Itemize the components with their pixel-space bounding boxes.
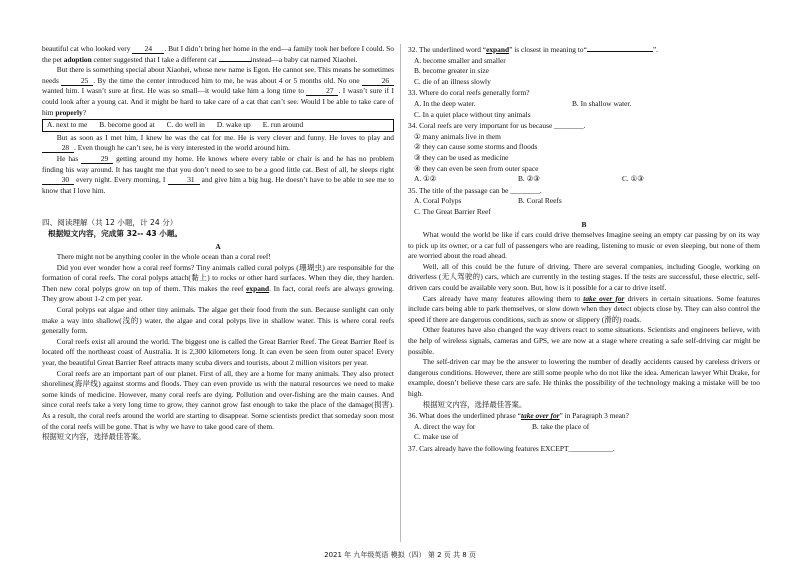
passage-b-para-3: Cars already have many features allowing them to take over for drivers in certain situations. Some features include cars being able to park themselves, or slow down when they detect objects close by. They can also control the speed if there are dangerous conditions, such as snow or slippery (滑的) roads. [408,293,760,324]
cloze-option-e: E. run around [262,120,304,130]
q33-option-a: A. In the deep water. [414,98,476,108]
passage-a-para-4: Coral reefs exist all around the world. The biggest one is called the Great Barrier Reef. The Great Barrier Reef is located off the northeast coast of Australia. It is 2,300 kilometers long. It can even be seen from outer space! Every year, the beautiful Great Barrier Reef attracts many scuba divers and tourists, about 2 million visitors per year. [42,336,394,368]
passage-a-para-2: Did you ever wonder how a coral reef forms? Tiny animals called coral polyps (珊瑚虫) are responsible for the formation of coral reefs. The coral polyps attach(黏上) to rocks or other hard surfaces. When they die, they harden. Then new coral polyps grow on top of them. This makes the reef expand. In fact, coral reefs are always growing. They grow about 1-2 cm per year. [42,262,395,304]
column-divider [400,44,401,542]
section-heading [42,218,394,239]
passage-b-label: B [581,219,587,229]
q36-option-a: A. direct the way for [414,421,476,431]
q35-option-c: C. The Great Barrier Reef [414,206,491,216]
q35-option-a: A. Coral Polyps [414,196,462,206]
cloze-options-box [42,119,394,132]
passage-b-para-5: The self-driven car may be the answer to lowering the number of deadly accidents caused by careless drivers or dangerous conditions. However, there are still some people who do not like the idea. American lawyer Whit Drake, for example, doesn’t believe these cars are safe. He thinks the possibility of the technology making a mistake will be too high. [408,357,760,398]
q34-option-a: A. ①② [414,174,437,184]
cloze-option-d: D. wake up [216,120,251,130]
passage-b-para-4: Other features have also changed the way drivers react to some situations. Scientists and engineers believe, with the help of wireless signals, cameras and GPS, we are now at a stage where creating a safe self-driving car might be possible. [408,325,760,356]
q34-option-c: C. ①③ [622,174,644,184]
cloze-paragraph-1: beautiful cat who looked very 24 . But I didn’t bring her home in the end—a family took her before I could. So the pet adoption center suggested that I take a different cat instead—a baby cat named Xiaohei. [42,44,394,64]
blank-28: 28 [42,143,74,153]
passage-a-para-3: Coral polyps eat algae and other tiny animals. The algae get their food from the sun. Because sunlight can only make a way into shallow(浅的) water, the algae and coral polyps live in shallow water. This is where coral reefs generally form. [42,305,394,336]
question-37: 37. Cars already have the following features EXCEPT____________. [408,443,615,453]
cloze-paragraph-3: But as soon as I met him, I knew he was the cat for me. He is very clever and funny. He loves to play and 28 . Even though he can’t see, he is very interested in the world around him. [42,133,394,154]
q33-option-c: C. In a quiet place without tiny animals [414,109,531,119]
blank-24: 24 [132,44,164,54]
passage-a-para-5: Coral reefs are an important part of our planet. First of all, they are a home for many animals. They also protect shorelines(海岸线) against storms and floods. They can even provide us with the natural resources we need to make some kinds of medicine. However, many coral reefs are dying. Pollution and over-fishing are the main causes. And since coral reefs take a very long time to grow, they cannot grow fast enough to take the place of the damage(损害). As a result, the coral reefs around the world are starting to disappear. Some scientists predict that someday soon most of the coral reefs will be gone. That is why we have to take good care of them. [42,368,394,431]
left-column [42,44,394,443]
question-34: 34. Coral reefs are very important for us because ________. [408,121,586,131]
q32-option-b: B. become greater in size [414,66,489,76]
blank-30: 30 [42,175,74,185]
question-35: 35. The title of the passage can be ________. [408,185,542,195]
take-over-for-phrase: take over for [583,293,625,303]
blank-31: 31 [168,175,200,185]
q36-option-b: B. take the place of [532,421,590,431]
q34-options [408,174,760,185]
passage-a-label: A [215,241,221,251]
section-instruction: 根据短文内容，完成第 32-- 43 小题。 [48,228,183,238]
q34-option-b: B. ②③ [518,174,540,184]
q32-option-c: C. die of an illness slowly [414,76,491,86]
q34-item-1: ① many animals live in them [414,131,501,141]
q36-option-c: C. make use of [414,432,459,442]
q33-option-b: B. In shallow water. [572,98,632,108]
q34-item-4: ④ they can even be seen from outer space [414,163,539,173]
question-33: 33. Where do coral reefs generally form? [408,88,530,98]
q35-option-b: B. Coral Reefs [518,196,562,206]
passage-b-para-1: What would the world be like if cars could drive themselves Imagine seeing an empty car passing by on its way to pick up its owner, or a car full of passengers who are reading, listening to music or even sleeping, but none of them are worried about the road ahead. [408,230,760,261]
section-title: 四、阅读理解（共 12 小题，计 24 分） [42,218,178,228]
cloze-option-a: A. next to me [47,120,88,130]
blank-27: 27 [306,86,338,96]
passage-a-instruction: 根据短文内容，选择最佳答案。 [42,432,146,442]
q33-options [408,99,760,110]
answer-blank-32 [587,51,653,52]
blank-25: 25 [61,76,93,86]
question-32: 32. The underlined word “expand” is closest in meaning to“ ”. [408,45,659,54]
blank-26: 26 [362,76,394,86]
q35-options [408,196,760,207]
cloze-paragraph-4: He has 29 getting around my home. He knows where every table or chair is and he has no problem finding his way around. It has taught me that you don’t need to see to be a good little cat. Best of all, he sleeps right 30 every night. Every morning, I 31 and give him a big hug. He doesn’t have to be able to see me to know that I love him. [42,153,394,195]
q36-options [408,422,760,433]
blank-unnumbered [219,61,251,62]
cloze-option-b: B. become good at [99,120,155,130]
q34-item-3: ③ they can be used as medicine [414,152,509,162]
right-column [408,44,760,455]
expand-word: expand [246,283,270,293]
question-36: 36. What does the underlined phrase “take over for” in Paragraph 3 mean? [408,411,629,421]
q32-option-a: A. become smaller and smaller [414,55,506,65]
q34-item-2: ② they can cause some storms and floods [414,142,538,152]
page-footer: 2021 年 九年级英语 模拟（四） 第 2 页 共 8 页 [324,551,476,559]
passage-b-instruction: 根据短文内容，选择最佳答案。 [422,399,527,409]
blank-29: 29 [81,154,113,164]
passage-a-para-1: There might not be anything cooler in the whole ocean than a coral reef! [56,252,271,262]
cloze-option-c: C. do well in [166,120,205,130]
passage-b-para-2: Well, all of this could be the future of driving. There are several companies, including Google, working on driverless (无人驾驶的) cars, which are currently in the testing stages. If the tests are successful, these electric, self-driven cars could be available very soon. But, how is it possible for a car to drive itself. [408,261,760,293]
cloze-paragraph-2: But there is something special about Xiaohei, whose new name is Egon. He cannot see. This means he sometimes needs 25 . By the time the center introduced him to me, he was about 4 or 5 months old. No one 26 wanted him. I wasn’t sure at first. He was so small—it would take him a long time to 27 . I wasn’t sure if I could look after a young cat. And it might be hard to take care of a cat that can’t see. Would I be able to take care of him properly? [42,65,395,117]
